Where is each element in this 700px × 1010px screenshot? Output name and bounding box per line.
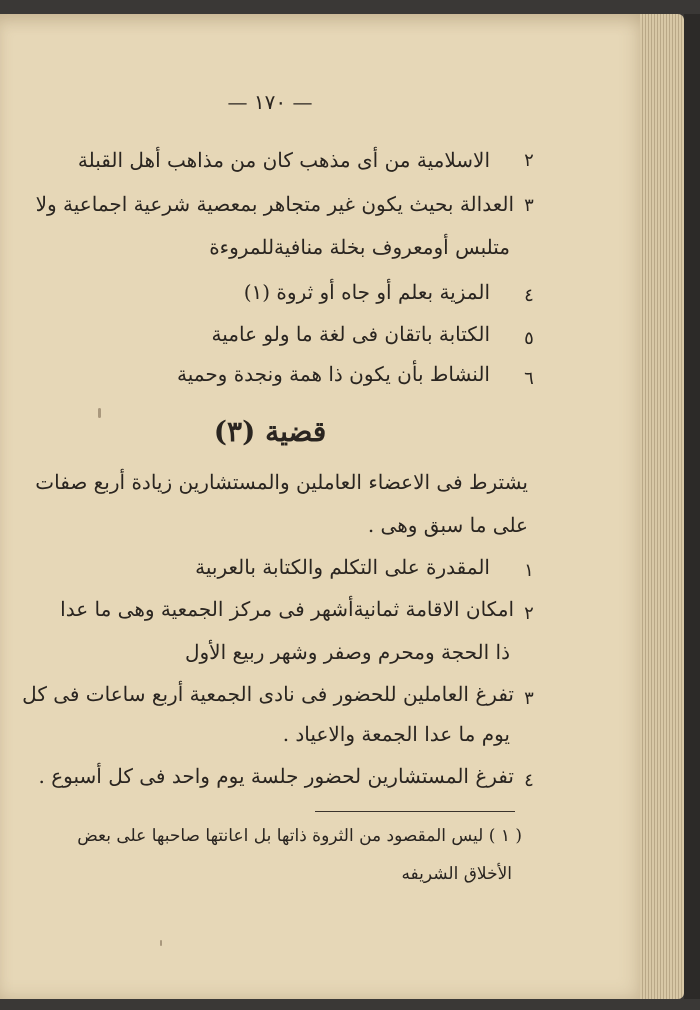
background-shadow [684, 14, 700, 999]
footnote-line: الأخلاق الشريفه [401, 864, 512, 884]
list-number: ٤ [524, 285, 534, 306]
list-item: المزية بعلم أو جاه أو ثروة (١) [243, 280, 490, 304]
list-number: ٢ [524, 150, 534, 171]
list-item: العدالة بحيث يكون غير متجاهر بمعصية شرعية اجماعية ولا [35, 192, 514, 216]
list-item: تفرغ المستشارين لحضور جلسة يوم واحد فى كل أسبوع . [38, 764, 514, 788]
list-number: ٣ [524, 195, 534, 216]
list-item-continuation: متلبس أومعروف بخلة منافيةللمروءة [209, 235, 510, 259]
list-number: ٥ [524, 328, 534, 349]
list-number: ١ [524, 560, 534, 581]
list-number: ٦ [524, 368, 534, 389]
footnote-line: ( ١ ) ليس المقصود من الثروة ذاتها بل اعانتها صاحبها على بعض [77, 826, 522, 846]
paper-speck [160, 940, 162, 946]
list-item: النشاط بأن يكون ذا همة ونجدة وحمية [177, 362, 490, 386]
list-item-continuation: يوم ما عدا الجمعة والاعياد . [282, 722, 510, 746]
list-item: المقدرة على التكلم والكتابة بالعربية [195, 555, 490, 579]
list-item: الاسلامية من أى مذهب كان من مذاهب أهل القبلة [77, 148, 490, 172]
page-number: — ١٧٠ — [227, 90, 313, 114]
paragraph-line: يشترط فى الاعضاء العاملين والمستشارين زيادة أربع صفات [35, 470, 528, 494]
section-heading: قضية (٣) [213, 415, 327, 448]
list-number: ٤ [524, 770, 534, 791]
list-number: ٢ [524, 603, 534, 624]
page-edges [640, 14, 684, 999]
list-item-continuation: ذا الحجة ومحرم وصفر وشهر ربيع الأول [184, 640, 510, 664]
list-number: ٣ [524, 688, 534, 709]
list-item: امكان الاقامة ثمانيةأشهر فى مركز الجمعية وهى ما عدا [60, 597, 514, 621]
list-item: تفرغ العاملين للحضور فى نادى الجمعية أربع ساعات فى كل [22, 682, 514, 706]
paragraph-line: على ما سبق وهى . [367, 513, 528, 537]
footnote-divider [315, 811, 515, 812]
list-item: الكتابة باتقان فى لغة ما ولو عامية [211, 322, 490, 346]
